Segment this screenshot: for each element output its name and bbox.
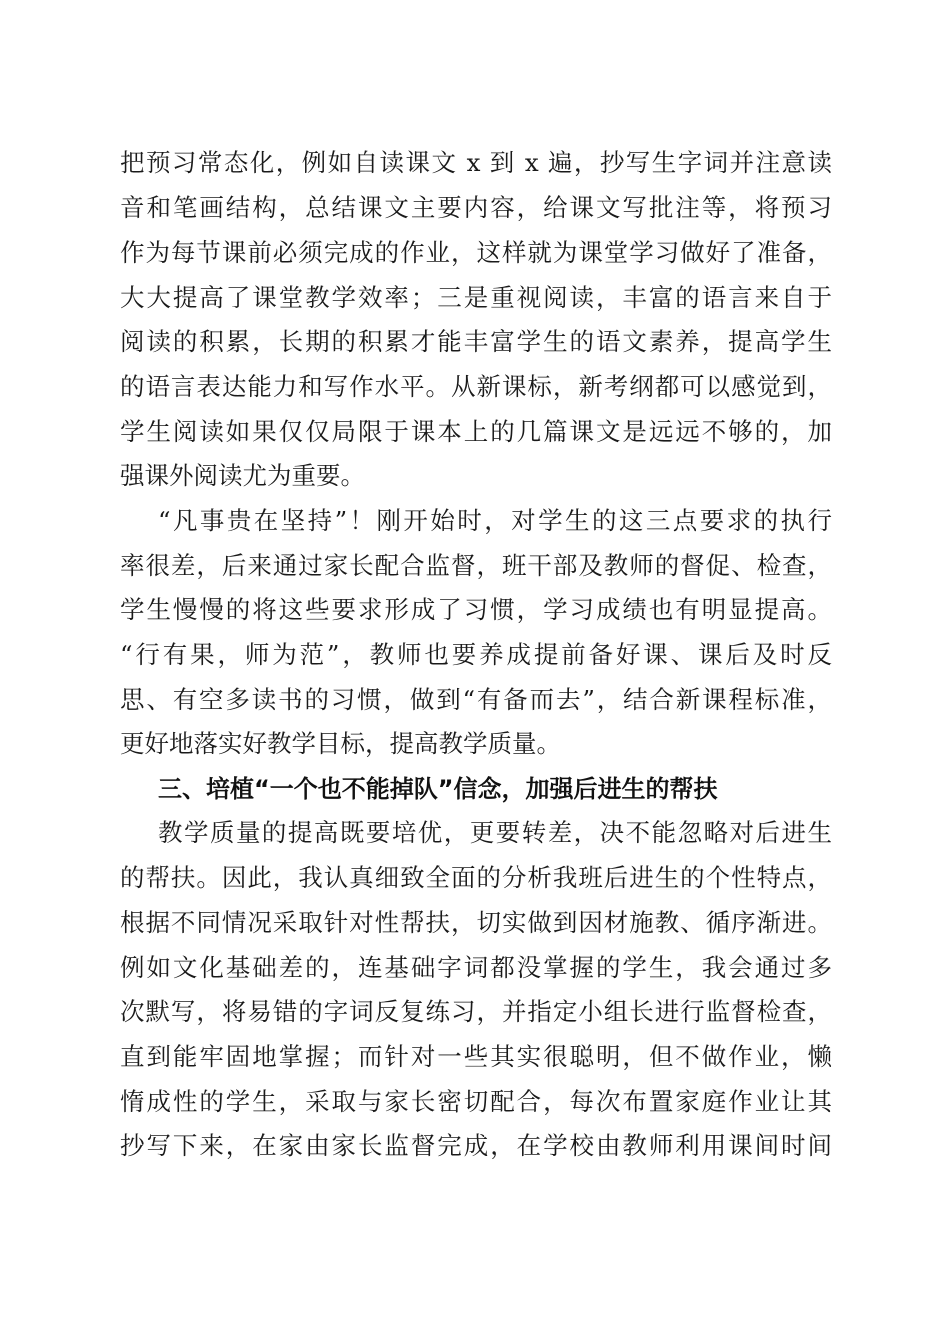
paragraph1-line-4: 大大提高了课堂教学效率；三是重视阅读，丰富的语言来自于 xyxy=(120,283,832,312)
paragraph1-line-6: 的语言表达能力和写作水平。从新课标，新考纲都可以感觉到， xyxy=(120,372,832,401)
paragraph1-line-5: 阅读的积累，长期的积累才能丰富学生的语文素养，提高学生 xyxy=(120,327,832,356)
paragraph1-line-8: 强课外阅读尤为重要。 xyxy=(120,461,365,490)
paragraph3-line-5: 次默写，将易错的字词反复练习，并指定小组长进行监督检查， xyxy=(120,997,832,1026)
section-heading: 三、培植“一个也不能掉队”信念，加强后进生的帮扶 xyxy=(158,775,718,803)
paragraph2-line-1: “凡事贵在坚持”！刚开始时，对学生的这三点要求的执行 xyxy=(158,506,832,535)
paragraph1-line-1: 把预习常态化，例如自读课文 x 到 x 遍，抄写生字词并注意读 xyxy=(120,148,832,177)
paragraph3-line-4: 例如文化基础差的，连基础字词都没掌握的学生，我会通过多 xyxy=(120,953,832,982)
paragraph3-line-8: 抄写下来，在家由家长监督完成，在学校由教师利用课间时间 xyxy=(120,1131,832,1160)
paragraph2-line-4: “行有果，师为范”，教师也要养成提前备好课、课后及时反 xyxy=(120,640,832,669)
paragraph2-line-2: 率很差，后来通过家长配合监督，班干部及教师的督促、检查， xyxy=(120,551,832,580)
paragraph2-line-6: 更好地落实好教学目标，提高教学质量。 xyxy=(120,729,561,758)
paragraph3-line-2: 的帮扶。因此，我认真细致全面的分析我班后进生的个性特点， xyxy=(120,863,832,892)
paragraph1-line-7: 学生阅读如果仅仅局限于课本上的几篇课文是远远不够的，加 xyxy=(120,417,832,446)
paragraph1-line-2: 音和笔画结构，总结课文主要内容，给课文写批注等，将预习 xyxy=(120,193,832,222)
paragraph2-line-3: 学生慢慢的将这些要求形成了习惯，学习成绩也有明显提高。 xyxy=(120,595,832,624)
paragraph3-line-6: 直到能牢固地掌握；而针对一些其实很聪明，但不做作业，懒 xyxy=(120,1042,832,1071)
paragraph3-line-7: 惰成性的学生，采取与家长密切配合，每次布置家庭作业让其 xyxy=(120,1087,832,1116)
paragraph1-line-3: 作为每节课前必须完成的作业，这样就为课堂学习做好了准备， xyxy=(120,238,832,267)
paragraph3-line-3: 根据不同情况采取针对性帮扶，切实做到因材施教、循序渐进。 xyxy=(120,908,832,937)
paragraph3-line-1: 教学质量的提高既要培优，更要转差，决不能忽略对后进生 xyxy=(158,818,832,847)
paragraph2-line-5: 思、有空多读书的习惯，做到“有备而去”，结合新课程标准， xyxy=(120,685,832,714)
